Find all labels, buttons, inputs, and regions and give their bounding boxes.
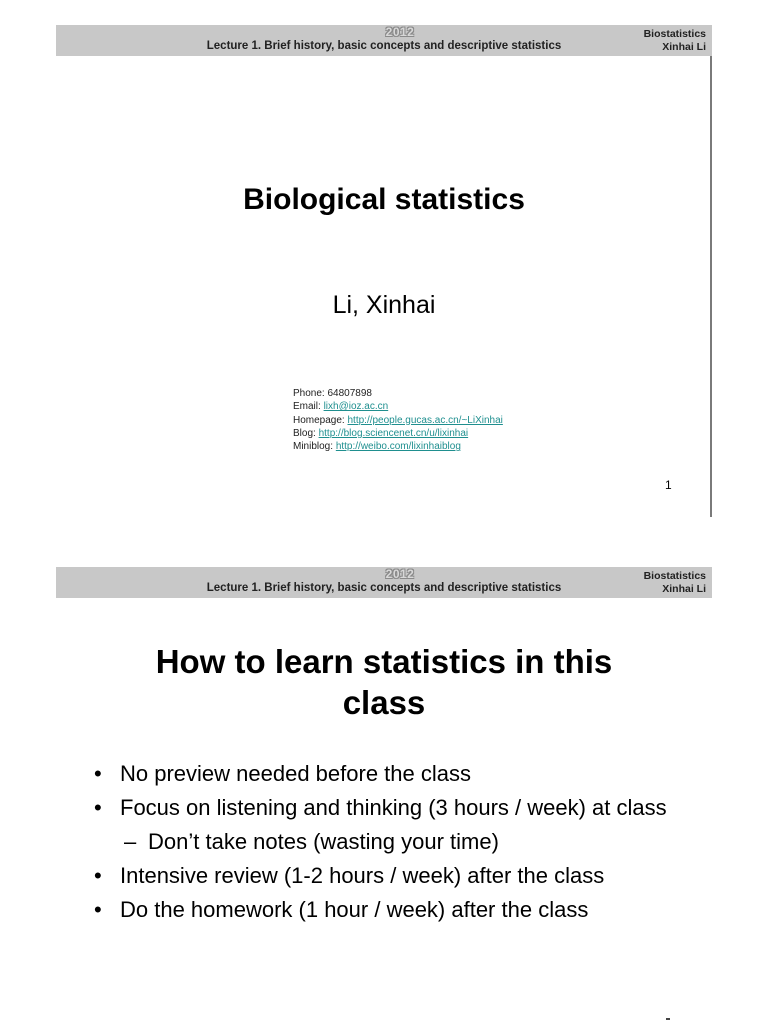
bullet-marker: • xyxy=(94,795,102,820)
header-year: 2012 xyxy=(385,25,415,39)
sub-bullet-item xyxy=(94,827,694,856)
slide-2 xyxy=(56,567,712,997)
slide-title-line-1: How to learn statistics in this xyxy=(155,643,613,680)
slide-border xyxy=(710,55,712,517)
email-label: Email: xyxy=(293,401,321,413)
slide-header xyxy=(56,567,712,598)
bullet-text: Focus on listening and thinking (3 hours / week) at class xyxy=(120,795,667,820)
bullet-text: Do the homework (1 hour / week) after the class xyxy=(120,897,589,922)
sub-bullet-text: Don’t take notes (wasting your time) xyxy=(148,829,499,854)
homepage-link[interactable]: http://people.gucas.ac.cn/~LiXinhai xyxy=(347,414,503,426)
email-line xyxy=(293,400,503,413)
bullet-item xyxy=(94,759,694,788)
page-number: 1 xyxy=(665,478,672,492)
bullet-list xyxy=(94,759,694,929)
header-course-info xyxy=(644,570,706,596)
bullet-item xyxy=(94,793,694,822)
header-course: Biostatistics xyxy=(643,28,706,40)
header-lecture-title: Lecture 1. Brief history, basic concepts and descriptive statistics xyxy=(206,582,562,594)
slide-title xyxy=(56,641,712,723)
miniblog-link[interactable]: http://weibo.com/lixinhaiblog xyxy=(335,441,461,453)
author-name: Li, Xinhai xyxy=(332,291,436,319)
slide-title-line-2: class xyxy=(342,684,426,721)
sub-bullet-marker: – xyxy=(124,829,137,854)
phone-label: Phone: xyxy=(293,388,325,399)
header-year: 2012 xyxy=(385,567,415,581)
bullet-text: Intensive review (1-2 hours / week) after the class xyxy=(120,863,605,888)
bullet-marker: • xyxy=(94,761,102,786)
bullet-item xyxy=(94,861,694,890)
contact-info xyxy=(293,387,503,453)
header-instructor: Xinhai Li xyxy=(662,583,706,595)
header-course-info xyxy=(644,28,706,54)
slide-header xyxy=(56,25,712,56)
homepage-line xyxy=(293,414,503,427)
blog-link[interactable]: http://blog.sciencenet.cn/u/lixinhai xyxy=(318,427,469,439)
bullet-marker: • xyxy=(94,897,102,922)
header-lecture-title: Lecture 1. Brief history, basic concepts and descriptive statistics xyxy=(206,40,562,52)
page-corner-mark xyxy=(666,1018,670,1020)
phone-line xyxy=(293,387,503,400)
slide-title: Biological statistics xyxy=(243,183,525,216)
miniblog-label: Miniblog: xyxy=(293,441,334,453)
blog-label: Blog: xyxy=(293,427,316,439)
phone-value: 64807898 xyxy=(327,388,372,399)
bullet-text: No preview needed before the class xyxy=(120,761,471,786)
miniblog-line xyxy=(293,440,503,453)
header-course: Biostatistics xyxy=(643,570,706,582)
header-instructor: Xinhai Li xyxy=(662,41,706,53)
email-link[interactable]: lixh@ioz.ac.cn xyxy=(323,401,389,413)
bullet-item xyxy=(94,895,694,924)
bullet-marker: • xyxy=(94,863,102,888)
blog-line xyxy=(293,427,503,440)
homepage-label: Homepage: xyxy=(293,414,345,426)
slide-1 xyxy=(56,25,712,517)
